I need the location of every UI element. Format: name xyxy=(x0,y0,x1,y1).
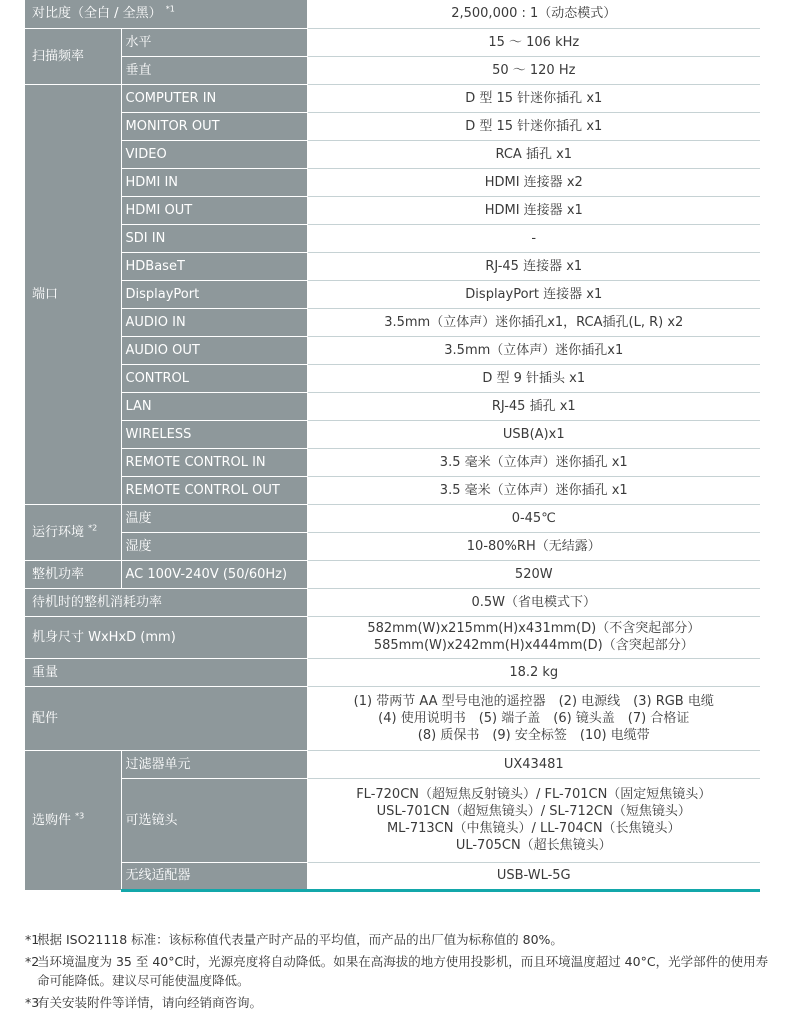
spec-category-label: 机身尺寸 WxHxD (mm) xyxy=(32,629,176,645)
spec-value: 3.5 毫米（立体声）迷你插孔 x1 xyxy=(307,448,760,476)
footnote-mark: *1 xyxy=(25,932,40,947)
spec-subcategory: SDI IN xyxy=(121,224,307,252)
spec-subcategory: 无线适配器 xyxy=(121,862,307,890)
spec-subcategory: COMPUTER IN xyxy=(121,84,307,112)
spec-subcategory: 过滤器单元 xyxy=(121,750,307,778)
spec-row xyxy=(25,616,760,658)
spec-row xyxy=(25,196,760,224)
spec-row xyxy=(25,336,760,364)
spec-row xyxy=(25,168,760,196)
footnote-text: 有关安装附件等详情，请向经销商咨询。 xyxy=(37,995,263,1010)
footnote-ref: *2 xyxy=(88,523,98,533)
spec-category xyxy=(25,658,307,686)
footnote-text: 当环境温度为 35 至 40°C时，光源亮度将自动降低。如果在高海拔的地方使用投影机，而且环境温度超过 40°C，光学部件的使用寿命可能降低。建议尽可能使温度降低。 xyxy=(37,954,769,988)
spec-value: 3.5mm（立体声）迷你插孔x1 xyxy=(307,336,760,364)
footnote-mark: *3 xyxy=(25,995,40,1010)
spec-row xyxy=(25,588,760,616)
spec-row xyxy=(25,252,760,280)
spec-category xyxy=(25,504,121,560)
spec-subcategory: MONITOR OUT xyxy=(121,112,307,140)
spec-value: DisplayPort 连接器 x1 xyxy=(307,280,760,308)
spec-value: 15 ～ 106 kHz xyxy=(307,28,760,56)
spec-value: 50 ～ 120 Hz xyxy=(307,56,760,84)
spec-subcategory: AUDIO OUT xyxy=(121,336,307,364)
spec-value: USB(A)x1 xyxy=(307,420,760,448)
footnote xyxy=(25,993,775,1012)
spec-row xyxy=(25,224,760,252)
spec-row xyxy=(25,112,760,140)
spec-category-label: 对比度（全白 / 全黑） xyxy=(32,6,162,22)
spec-value: RJ-45 连接器 x1 xyxy=(307,252,760,280)
spec-value: UX43481 xyxy=(307,750,760,778)
spec-table-body xyxy=(25,0,760,890)
spec-category xyxy=(25,0,307,28)
spec-category xyxy=(25,686,307,750)
spec-row xyxy=(25,280,760,308)
spec-value: 18.2 kg xyxy=(307,658,760,686)
spec-row xyxy=(25,750,760,778)
spec-category xyxy=(25,616,307,658)
spec-value: 2,500,000 : 1（动态模式） xyxy=(307,0,760,28)
spec-row xyxy=(25,308,760,336)
spec-value: RCA 插孔 x1 xyxy=(307,140,760,168)
spec-value: 3.5 毫米（立体声）迷你插孔 x1 xyxy=(307,476,760,504)
spec-row xyxy=(25,504,760,532)
footnote-ref: *3 xyxy=(75,811,85,821)
spec-subcategory: AC 100V-240V (50/60Hz) xyxy=(121,560,307,588)
spec-category xyxy=(25,588,307,616)
spec-category-label: 运行环境 xyxy=(32,524,85,540)
footnote xyxy=(25,930,775,949)
spec-value: D 型 9 针插头 x1 xyxy=(307,364,760,392)
footnote-ref: *1 xyxy=(165,4,175,14)
spec-row xyxy=(25,364,760,392)
spec-row xyxy=(25,448,760,476)
spec-subcategory: 水平 xyxy=(121,28,307,56)
spec-subcategory: HDMI OUT xyxy=(121,196,307,224)
spec-value: 582mm(W)x215mm(H)x431mm(D)（不含突起部分） 585mm(W)x242mm(H)x444mm(D)（含突起部分） xyxy=(307,616,760,658)
spec-value: 0.5W（省电模式下） xyxy=(307,588,760,616)
spec-subcategory: WIRELESS xyxy=(121,420,307,448)
spec-row xyxy=(25,392,760,420)
spec-category-label: 端口 xyxy=(32,286,59,302)
spec-value: HDMI 连接器 x2 xyxy=(307,168,760,196)
spec-row xyxy=(25,532,760,560)
spec-subcategory: VIDEO xyxy=(121,140,307,168)
footnote-text: 根据 ISO21118 标准：该标称值代表量产时产品的平均值，而产品的出厂值为标称值的 80%。 xyxy=(37,932,563,947)
spec-value: 520W xyxy=(307,560,760,588)
spec-value: D 型 15 针迷你插孔 x1 xyxy=(307,112,760,140)
spec-category xyxy=(25,560,121,588)
spec-subcategory: REMOTE CONTROL OUT xyxy=(121,476,307,504)
footnotes xyxy=(25,930,775,1015)
spec-row xyxy=(25,56,760,84)
spec-value: D 型 15 针迷你插孔 x1 xyxy=(307,84,760,112)
spec-row xyxy=(25,420,760,448)
spec-subcategory: 可选镜头 xyxy=(121,778,307,862)
spec-row xyxy=(25,560,760,588)
footnote-mark: *2 xyxy=(25,954,40,969)
spec-row xyxy=(25,476,760,504)
spec-subcategory: REMOTE CONTROL IN xyxy=(121,448,307,476)
spec-category xyxy=(25,750,121,890)
spec-category xyxy=(25,28,121,84)
spec-value: USB-WL-5G xyxy=(307,862,760,890)
spec-subcategory: 温度 xyxy=(121,504,307,532)
spec-row xyxy=(25,862,760,890)
spec-subcategory: 垂直 xyxy=(121,56,307,84)
spec-row xyxy=(25,686,760,750)
spec-category-label: 整机功率 xyxy=(32,566,85,582)
spec-category-label: 扫描频率 xyxy=(32,48,85,64)
spec-value: 10-80%RH（无结露） xyxy=(307,532,760,560)
spec-subcategory: AUDIO IN xyxy=(121,308,307,336)
spec-row xyxy=(25,140,760,168)
spec-row xyxy=(25,778,760,862)
spec-value: FL-720CN（超短焦反射镜头）/ FL-701CN（固定短焦镜头） USL-701CN（超短焦镜头）/ SL-712CN（短焦镜头） ML-713CN（中焦镜头）/ LL-704CN（长焦镜头） UL-705CN（超长焦镜头） xyxy=(307,778,760,862)
spec-value: - xyxy=(307,224,760,252)
spec-category-label: 配件 xyxy=(32,710,59,726)
spec-subcategory: LAN xyxy=(121,392,307,420)
spec-category-label: 选购件 xyxy=(32,812,72,828)
spec-category xyxy=(25,84,121,504)
spec-subcategory: DisplayPort xyxy=(121,280,307,308)
spec-category-label: 重量 xyxy=(32,664,59,680)
spec-value: 0-45℃ xyxy=(307,504,760,532)
spec-value: HDMI 连接器 x1 xyxy=(307,196,760,224)
spec-row xyxy=(25,0,760,28)
spec-subcategory: HDBaseT xyxy=(121,252,307,280)
spec-value: 3.5mm（立体声）迷你插孔x1，RCA插孔(L, R) x2 xyxy=(307,308,760,336)
spec-row xyxy=(25,658,760,686)
spec-value: (1) 带两节 AA 型号电池的遥控器 (2) 电源线 (3) RGB 电缆 (4) 使用说明书 (5) 端子盖 (6) 镜头盖 (7) 合格证 (8) 质保书 (9) 安全标签 (10) 电缆带 xyxy=(307,686,760,750)
spec-subcategory: 湿度 xyxy=(121,532,307,560)
spec-value: RJ-45 插孔 x1 xyxy=(307,392,760,420)
spec-row xyxy=(25,84,760,112)
spec-subcategory: CONTROL xyxy=(121,364,307,392)
spec-subcategory: HDMI IN xyxy=(121,168,307,196)
spec-category-label: 待机时的整机消耗功率 xyxy=(32,594,163,610)
spec-table xyxy=(25,0,760,892)
spec-row xyxy=(25,28,760,56)
footnote xyxy=(25,952,775,990)
